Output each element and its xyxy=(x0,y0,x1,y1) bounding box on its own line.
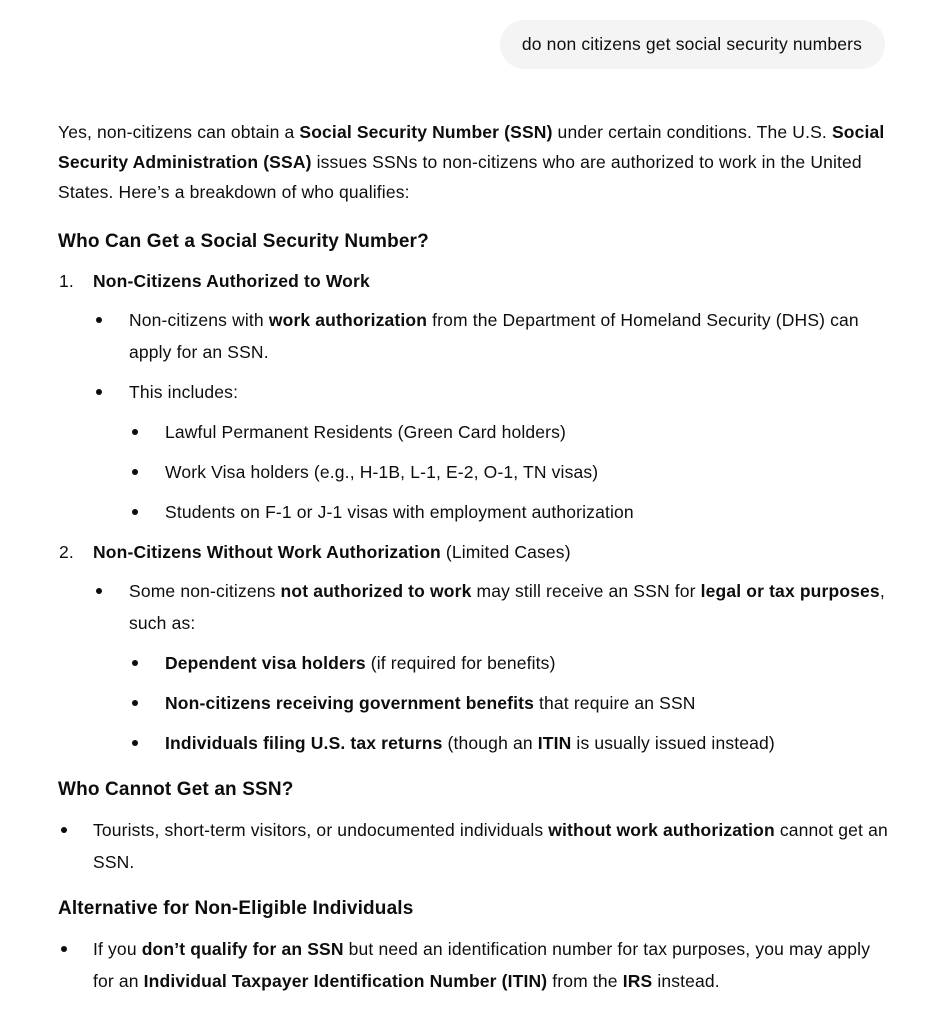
text: Work Visa holders (e.g., H-1B, L-1, E-2, O-1, TN visas) xyxy=(165,462,599,482)
bold-text: legal or tax purposes xyxy=(700,581,880,601)
text: , such as: xyxy=(129,581,885,633)
bold-text: work authorization xyxy=(268,310,428,330)
nested-bullet-list xyxy=(129,416,890,528)
list-item-title xyxy=(93,266,890,296)
text: Tourists, short-term visitors, or undocumented individuals xyxy=(93,820,549,840)
bullet-icon xyxy=(96,389,102,395)
list-item xyxy=(93,304,890,368)
list-item xyxy=(129,647,890,679)
section-who-cannot-get xyxy=(58,775,890,878)
bullet-list xyxy=(93,575,890,759)
bold-text: not authorized to work xyxy=(280,581,472,601)
bullet-icon xyxy=(61,946,67,952)
list-item-text xyxy=(165,462,598,482)
list-item xyxy=(93,376,890,528)
bullet-icon xyxy=(132,469,138,475)
numbered-list-item xyxy=(58,537,890,759)
text: This includes: xyxy=(129,382,239,402)
numbered-list-item xyxy=(58,266,890,528)
bullet-list xyxy=(58,933,890,997)
text: issues SSNs to non-citizens who are authorized to work in the United States. Here’s a breakdown of who qualifies: xyxy=(58,152,862,202)
list-number: 2. xyxy=(59,542,74,562)
bold-text: don’t qualify for an SSN xyxy=(141,939,344,959)
text: If you xyxy=(93,939,142,959)
bullet-icon xyxy=(132,740,138,746)
text: instead. xyxy=(652,971,720,991)
list-number: 1. xyxy=(59,271,74,291)
bold-text: Social Security Number (SSN) xyxy=(299,122,553,142)
bold-text: Non-citizens receiving government benefits xyxy=(165,693,535,713)
list-item xyxy=(93,575,890,759)
user-message-row xyxy=(500,20,885,69)
bold-text: Dependent visa holders xyxy=(165,653,366,673)
list-item-text xyxy=(165,733,775,753)
text: (though an xyxy=(442,733,538,753)
bold-text: Non-Citizens Authorized to Work xyxy=(93,271,370,291)
bold-text: Individual Taxpayer Identification Number (ITIN) xyxy=(143,971,548,991)
bold-text: Non-Citizens Without Work Authorization xyxy=(93,542,441,562)
list-item xyxy=(129,727,890,759)
section-heading: Alternative for Non-Eligible Individuals xyxy=(58,898,414,919)
bullet-icon xyxy=(61,827,67,833)
bullet-icon xyxy=(132,429,138,435)
section-alternative xyxy=(58,894,890,997)
bullet-icon xyxy=(96,588,102,594)
text: Yes, non-citizens can obtain a xyxy=(58,122,300,142)
list-item-text xyxy=(93,939,870,991)
text: (if required for benefits) xyxy=(365,653,556,673)
bullet-icon xyxy=(96,317,102,323)
bold-text: without work authorization xyxy=(548,820,775,840)
text: that require an SSN xyxy=(534,693,696,713)
bullet-icon xyxy=(132,509,138,515)
list-item xyxy=(129,416,890,448)
bold-text: IRS xyxy=(622,971,653,991)
text: under certain conditions. The U.S. xyxy=(552,122,832,142)
bold-text: Individuals filing U.S. tax returns xyxy=(165,733,443,753)
nested-bullet-list xyxy=(129,647,890,759)
list-item-text xyxy=(165,502,634,522)
list-item-text xyxy=(129,382,238,402)
bullet-list xyxy=(93,304,890,528)
bullet-list xyxy=(58,814,890,878)
list-item-text xyxy=(129,581,885,633)
list-item xyxy=(129,687,890,719)
text: Some non-citizens xyxy=(129,581,281,601)
section-heading: Who Can Get a Social Security Number? xyxy=(58,231,429,252)
text: Lawful Permanent Residents (Green Card holders) xyxy=(165,422,566,442)
text: cannot get an SSN. xyxy=(93,820,888,872)
text: (Limited Cases) xyxy=(440,542,571,562)
list-item-title xyxy=(93,537,890,567)
list-item-text xyxy=(165,653,556,673)
list-item xyxy=(58,814,890,878)
list-item xyxy=(129,496,890,528)
bold-text: Social Security Administration (SSA) xyxy=(58,122,885,172)
list-item-text xyxy=(165,693,696,713)
text: Non-citizens with xyxy=(129,310,269,330)
section-who-can-get xyxy=(58,227,890,759)
section-heading: Who Cannot Get an SSN? xyxy=(58,779,294,800)
text: may still receive an SSN for xyxy=(471,581,701,601)
list-item-text xyxy=(165,422,566,442)
text: but need an identification number for tax purposes, you may apply for an xyxy=(93,939,871,991)
numbered-list xyxy=(58,266,890,759)
text: from the xyxy=(547,971,623,991)
text: from the Department of Homeland Security (DHS) can apply for an SSN. xyxy=(129,310,859,362)
list-item xyxy=(129,456,890,488)
text: Students on F-1 or J-1 visas with employment authorization xyxy=(165,502,634,522)
list-item-text xyxy=(129,310,859,362)
intro-paragraph xyxy=(58,117,890,207)
list-item-text xyxy=(93,820,888,872)
bullet-icon xyxy=(132,700,138,706)
text: is usually issued instead) xyxy=(571,733,775,753)
assistant-message xyxy=(58,117,890,1013)
bullet-icon xyxy=(132,660,138,666)
bold-text: ITIN xyxy=(537,733,572,753)
list-item xyxy=(58,933,890,997)
user-message-bubble: do non citizens get social security numbers xyxy=(500,20,885,69)
